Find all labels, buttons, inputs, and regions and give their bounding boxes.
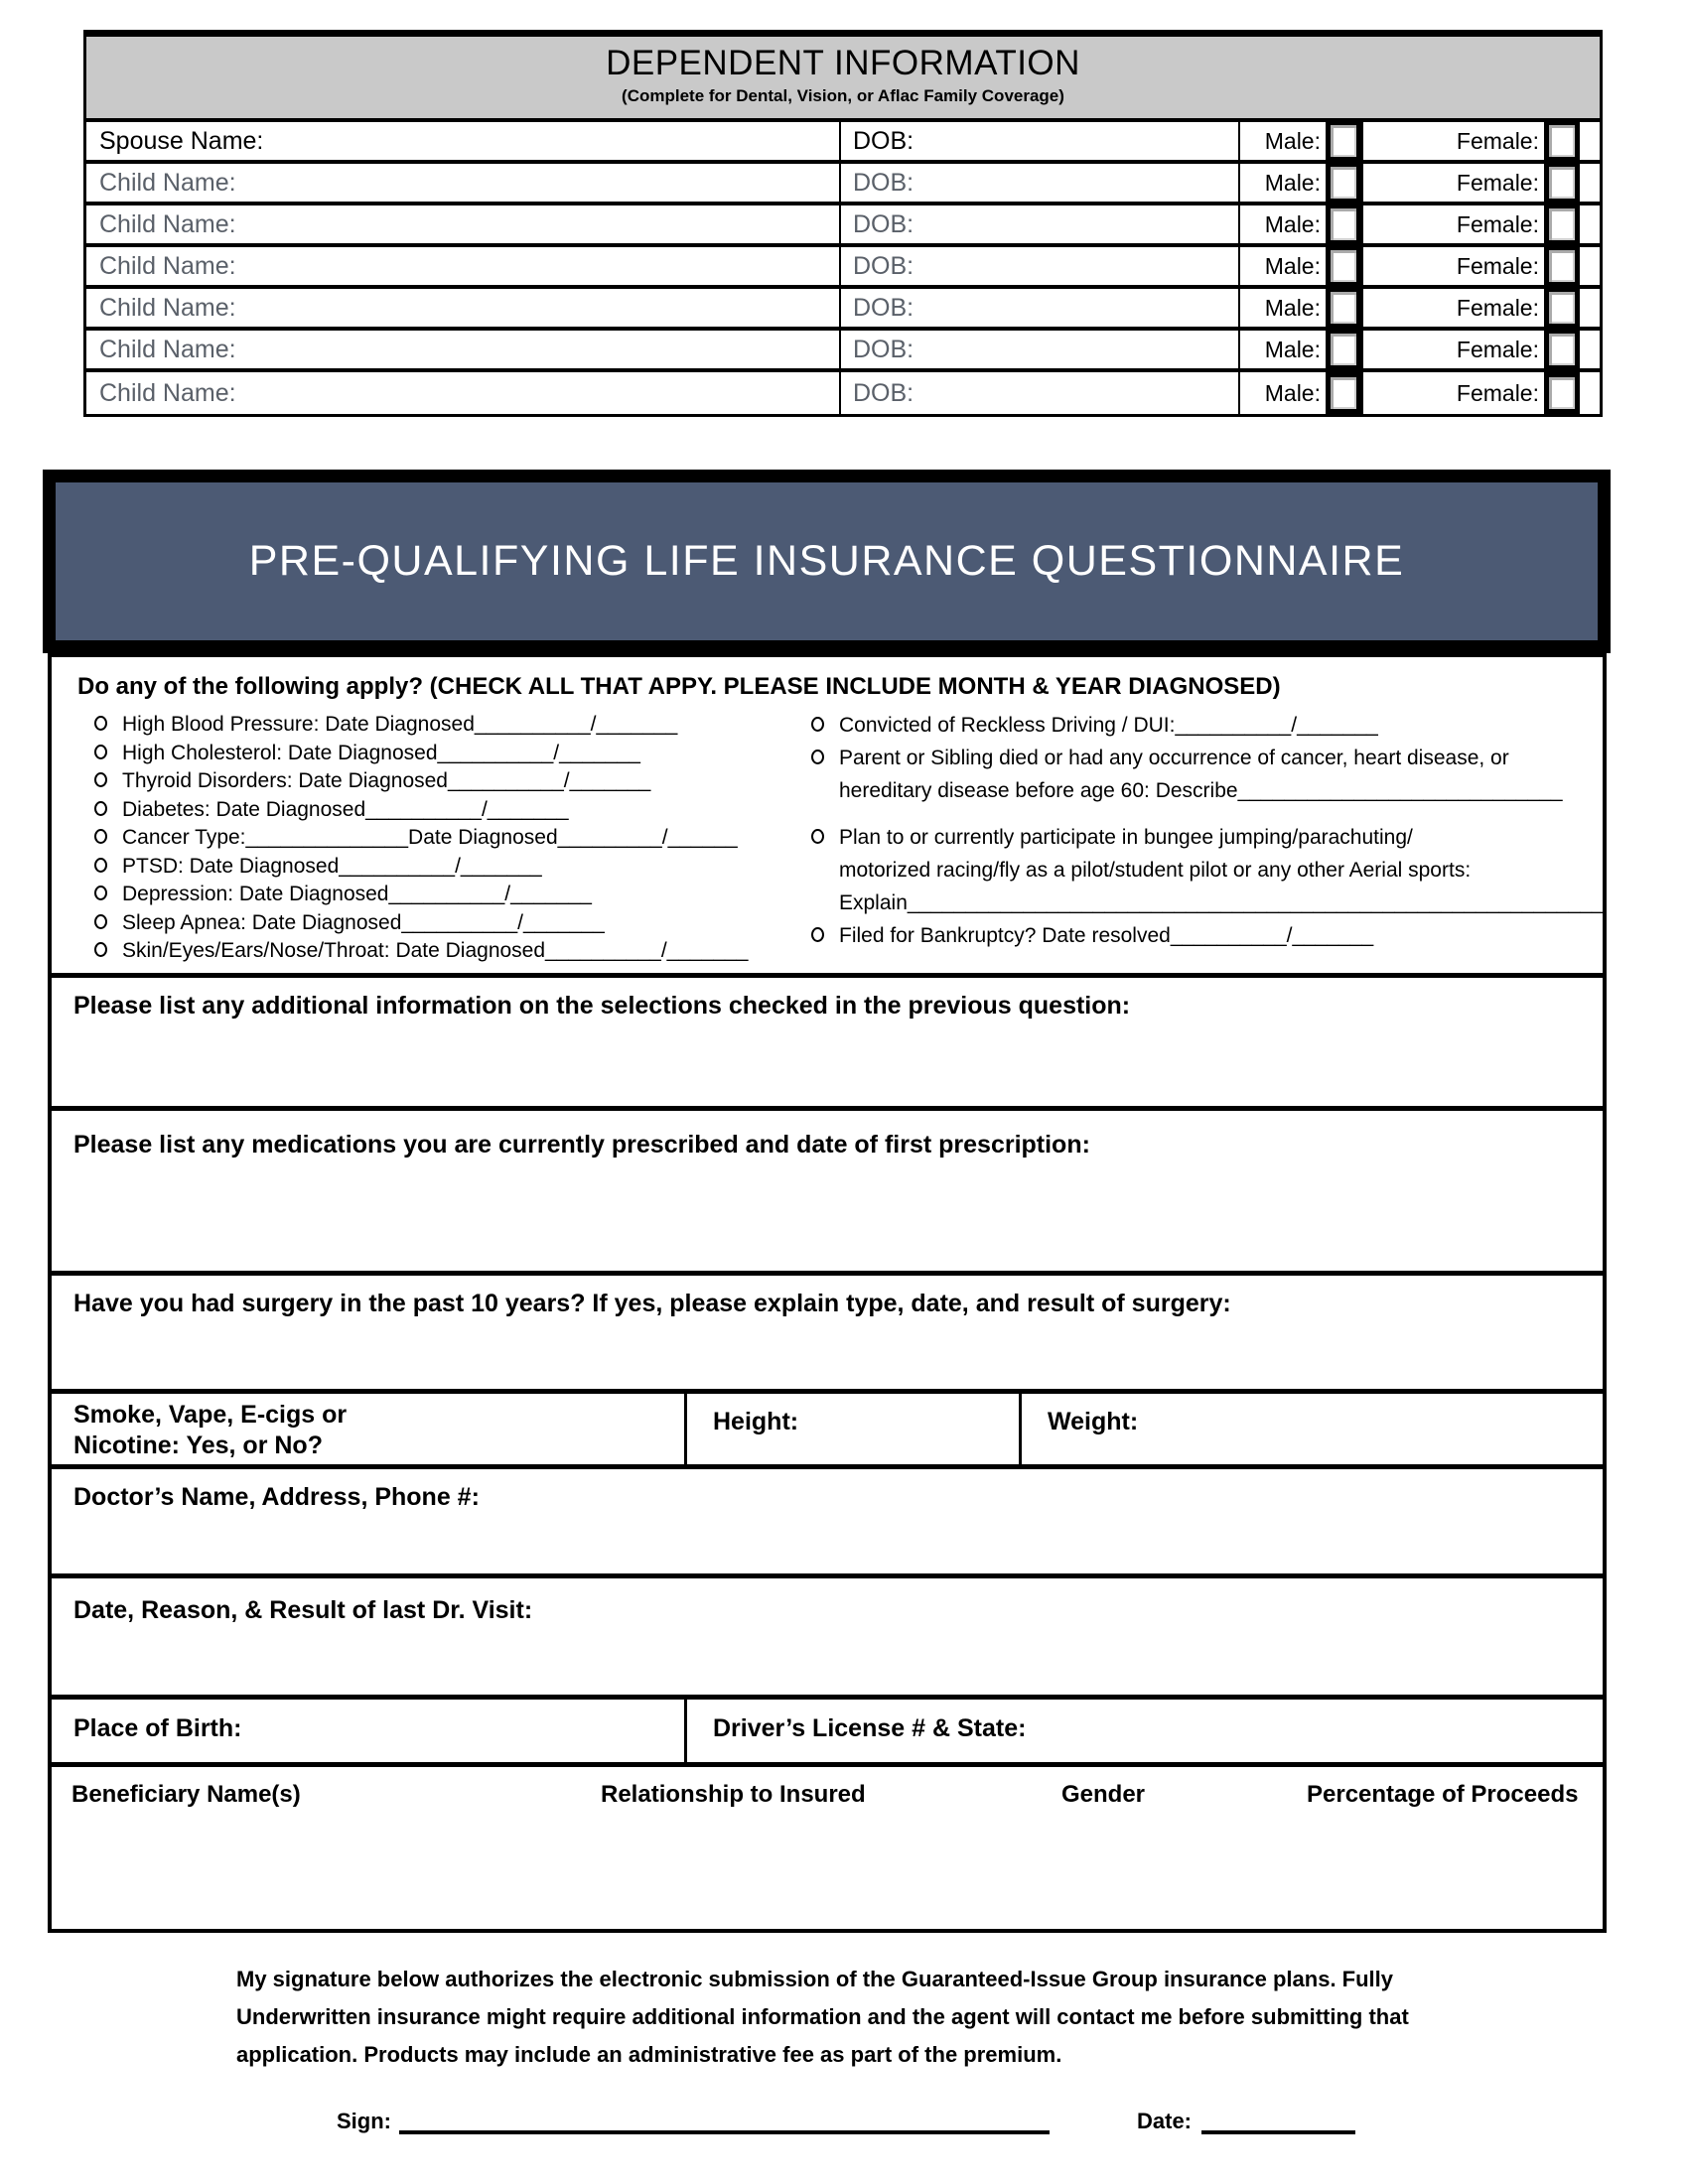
option-circle-icon[interactable]: [94, 801, 107, 816]
section-birth-license: [52, 1695, 1603, 1762]
male-label: Male:: [1264, 252, 1321, 279]
date-label: Date:: [1137, 2109, 1193, 2133]
male-label: Male:: [1264, 210, 1321, 237]
dob-label: DOB:: [853, 335, 914, 363]
surgery-input-area[interactable]: [54, 1325, 1601, 1387]
checklist-header: Do any of the following apply? (CHECK ALL THAT APPY. PLEASE INCLUDE MONTH & YEAR DIAGNOSED): [77, 673, 1281, 700]
doctor-label: Doctor’s Name, Address, Phone #:: [73, 1483, 480, 1511]
female-label: Female:: [1456, 210, 1539, 237]
option-circle-icon[interactable]: [94, 914, 107, 929]
dependent-information-table: [83, 30, 1603, 417]
checklist-item-skin-eyes-ears-nose-throat: Skin/Eyes/Ears/Nose/Throat: Date Diagnosed__________/_______: [94, 937, 789, 966]
gender-header: Gender: [1061, 1781, 1146, 1808]
row-end-spacer: [1580, 331, 1600, 368]
checklist-item-depression: Depression: Date Diagnosed__________/_______: [94, 881, 789, 909]
row-end-spacer: [1580, 289, 1600, 327]
row-end-spacer: [1580, 247, 1600, 285]
checklist-item-bankruptcy: Filed for Bankruptcy? Date resolved__________/_______: [811, 919, 1598, 952]
dr-visit-input-area[interactable]: [54, 1632, 1601, 1693]
checklist-item-cancer: Cancer Type:______________Date Diagnosed_________/______: [94, 824, 789, 853]
checklist-item-sleep-apnea: Sleep Apnea: Date Diagnosed__________/_______: [94, 909, 789, 938]
dob-label: DOB:: [853, 378, 914, 407]
female-checkbox[interactable]: [1544, 287, 1580, 329]
child-name-field[interactable]: [86, 247, 841, 285]
row-end-spacer: [1580, 122, 1600, 160]
checklist-item-reckless-driving-dui: Convicted of Reckless Driving / DUI:__________/_______: [811, 709, 1598, 742]
medications-input-area[interactable]: [54, 1166, 1601, 1269]
dob-label: DOB:: [853, 293, 914, 322]
spouse-name-field[interactable]: [86, 122, 841, 160]
questionnaire-form: [48, 653, 1607, 1933]
place-of-birth-label: Place of Birth:: [73, 1714, 242, 1742]
height-label: Height:: [713, 1408, 799, 1435]
dependent-row-child: [86, 247, 1600, 289]
checklist-item-high-cholesterol: High Cholesterol: Date Diagnosed__________/_______: [94, 740, 789, 768]
option-circle-icon[interactable]: [94, 716, 107, 731]
section-beneficiary: [52, 1762, 1603, 1929]
child-name-field[interactable]: [86, 372, 841, 414]
checklist-item-diabetes: Diabetes: Date Diagnosed__________/_______: [94, 796, 789, 825]
smoke-label-line1: Smoke, Vape, E-cigs or: [73, 1401, 348, 1429]
male-label: Male:: [1264, 336, 1321, 362]
surgery-label: Have you had surgery in the past 10 years? If yes, please explain type, date, and result of surgery:: [73, 1290, 1231, 1317]
option-circle-icon[interactable]: [811, 829, 824, 844]
additional-info-label: Please list any additional information on the selections checked in the previous question:: [73, 992, 1131, 1020]
option-circle-icon[interactable]: [94, 886, 107, 900]
child-dob-field[interactable]: [841, 331, 1240, 368]
beneficiary-input-area[interactable]: [54, 1819, 1601, 1927]
child-name-field[interactable]: [86, 289, 841, 327]
dependent-table-header: [86, 37, 1600, 122]
sign-label: Sign:: [337, 2109, 391, 2133]
male-label: Male:: [1264, 379, 1321, 406]
option-circle-icon[interactable]: [94, 942, 107, 957]
child-dob-field[interactable]: [841, 289, 1240, 327]
option-circle-icon[interactable]: [94, 745, 107, 759]
section-doctor: [52, 1464, 1603, 1573]
male-checkbox[interactable]: [1326, 120, 1361, 162]
checklist-item-hazardous-activities: Plan to or currently participate in bungee jumping/parachuting/ motorized racing/fly as a pilot/student pilot or any other Aerial sports: Explain____________________________________________________________: [811, 821, 1598, 919]
option-circle-icon[interactable]: [811, 927, 824, 942]
male-checkbox[interactable]: [1326, 204, 1361, 245]
child-name-label: Child Name:: [99, 378, 236, 407]
checklist-item-high-blood-pressure: High Blood Pressure: Date Diagnosed__________/_______: [94, 711, 789, 740]
male-checkbox[interactable]: [1326, 245, 1361, 287]
female-label: Female:: [1456, 252, 1539, 279]
checklist-right-column: [811, 709, 1604, 952]
dependent-row-child: [86, 164, 1600, 205]
checklist-item-ptsd: PTSD: Date Diagnosed__________/_______: [94, 853, 789, 882]
section-additional-info: [52, 973, 1603, 1106]
male-checkbox[interactable]: [1326, 372, 1361, 414]
male-checkbox[interactable]: [1326, 329, 1361, 370]
smoke-label-line2: Nicotine: Yes, or No?: [73, 1432, 323, 1459]
section-medications: [52, 1106, 1603, 1271]
female-label: Female:: [1456, 379, 1539, 406]
child-name-label: Child Name:: [99, 251, 236, 280]
dob-label: DOB:: [853, 168, 914, 197]
height-cell[interactable]: [687, 1394, 1022, 1464]
male-checkbox[interactable]: [1326, 287, 1361, 329]
dob-label: DOB:: [853, 251, 914, 280]
dependent-row-child: [86, 372, 1600, 414]
female-label: Female:: [1456, 169, 1539, 196]
weight-label: Weight:: [1048, 1408, 1139, 1435]
relationship-header: Relationship to Insured: [601, 1781, 866, 1808]
signature-field[interactable]: [399, 2103, 1050, 2134]
option-circle-icon[interactable]: [811, 717, 824, 732]
row-end-spacer: [1580, 372, 1600, 414]
dependent-row-spouse: [86, 122, 1600, 164]
drivers-license-cell[interactable]: [687, 1700, 1603, 1762]
male-label: Male:: [1264, 127, 1321, 154]
child-dob-field[interactable]: [841, 247, 1240, 285]
checklist-item-family-history: Parent or Sibling died or had any occurrence of cancer, heart disease, or hereditary disease before age 60: Describe____________________________: [811, 742, 1598, 807]
female-label: Female:: [1456, 336, 1539, 362]
checklist-left-column: [94, 711, 789, 966]
dependent-row-child: [86, 205, 1600, 247]
child-dob-field[interactable]: [841, 164, 1240, 202]
female-checkbox[interactable]: [1544, 372, 1580, 414]
dob-label: DOB:: [853, 126, 914, 155]
female-checkbox[interactable]: [1544, 204, 1580, 245]
child-dob-field[interactable]: [841, 372, 1240, 414]
section-surgery: [52, 1271, 1603, 1389]
dependent-row-child: [86, 331, 1600, 372]
child-name-label: Child Name:: [99, 335, 236, 363]
questionnaire-title: PRE-QUALIFYING LIFE INSURANCE QUESTIONNAIRE: [248, 537, 1405, 585]
child-dob-field[interactable]: [841, 205, 1240, 243]
checklist-item-thyroid-disorders: Thyroid Disorders: Date Diagnosed__________/_______: [94, 767, 789, 796]
dependent-table-title: DEPENDENT INFORMATION: [606, 44, 1080, 82]
option-circle-icon[interactable]: [94, 829, 107, 844]
option-circle-icon[interactable]: [811, 750, 824, 764]
section-smoke-height-weight: [52, 1389, 1603, 1464]
child-name-field[interactable]: [86, 205, 841, 243]
doctor-input-area[interactable]: [54, 1517, 1601, 1571]
female-checkbox[interactable]: [1544, 245, 1580, 287]
female-checkbox[interactable]: [1544, 162, 1580, 204]
weight-cell[interactable]: [1022, 1394, 1603, 1464]
female-label: Female:: [1456, 127, 1539, 154]
spouse-name-label: Spouse Name:: [99, 126, 264, 155]
section-last-dr-visit: [52, 1573, 1603, 1695]
additional-info-input-area[interactable]: [54, 1027, 1601, 1104]
dependent-table-subtitle: (Complete for Dental, Vision, or Aflac Family Coverage): [622, 86, 1064, 105]
questionnaire-banner: [43, 470, 1611, 653]
signature-statement: My signature below authorizes the electronic submission of the Guaranteed-Issue Group insurance plans. Fully Underwritten insurance might require additional information and the agent will contact me before submitting that application. Products may include an administrative fee as part of the premium.: [236, 1967, 1409, 2067]
male-label: Male:: [1264, 294, 1321, 321]
child-name-label: Child Name:: [99, 209, 236, 238]
child-name-label: Child Name:: [99, 168, 236, 197]
child-name-field[interactable]: [86, 164, 841, 202]
place-of-birth-cell[interactable]: [52, 1700, 687, 1762]
row-end-spacer: [1580, 205, 1600, 243]
beneficiary-name-header: Beneficiary Name(s): [71, 1781, 301, 1808]
sign-date-row: [337, 2103, 1355, 2134]
percentage-header: Percentage of Proceeds: [1307, 1781, 1579, 1808]
row-end-spacer: [1580, 164, 1600, 202]
male-label: Male:: [1264, 169, 1321, 196]
medications-label: Please list any medications you are currently prescribed and date of first prescription:: [73, 1131, 1090, 1159]
female-checkbox[interactable]: [1544, 329, 1580, 370]
drivers-license-label: Driver’s License # & State:: [713, 1714, 1027, 1742]
child-name-field[interactable]: [86, 331, 841, 368]
spouse-dob-field[interactable]: [841, 122, 1240, 160]
female-label: Female:: [1456, 294, 1539, 321]
male-checkbox[interactable]: [1326, 162, 1361, 204]
option-circle-icon[interactable]: [94, 858, 107, 873]
dependent-row-child: [86, 289, 1600, 331]
dr-visit-label: Date, Reason, & Result of last Dr. Visit:: [73, 1596, 533, 1624]
section-medical-checklist: [52, 657, 1603, 973]
date-field[interactable]: [1201, 2103, 1355, 2134]
option-circle-icon[interactable]: [94, 772, 107, 787]
dob-label: DOB:: [853, 209, 914, 238]
female-checkbox[interactable]: [1544, 120, 1580, 162]
child-name-label: Child Name:: [99, 293, 236, 322]
smoke-cell[interactable]: [52, 1394, 687, 1464]
